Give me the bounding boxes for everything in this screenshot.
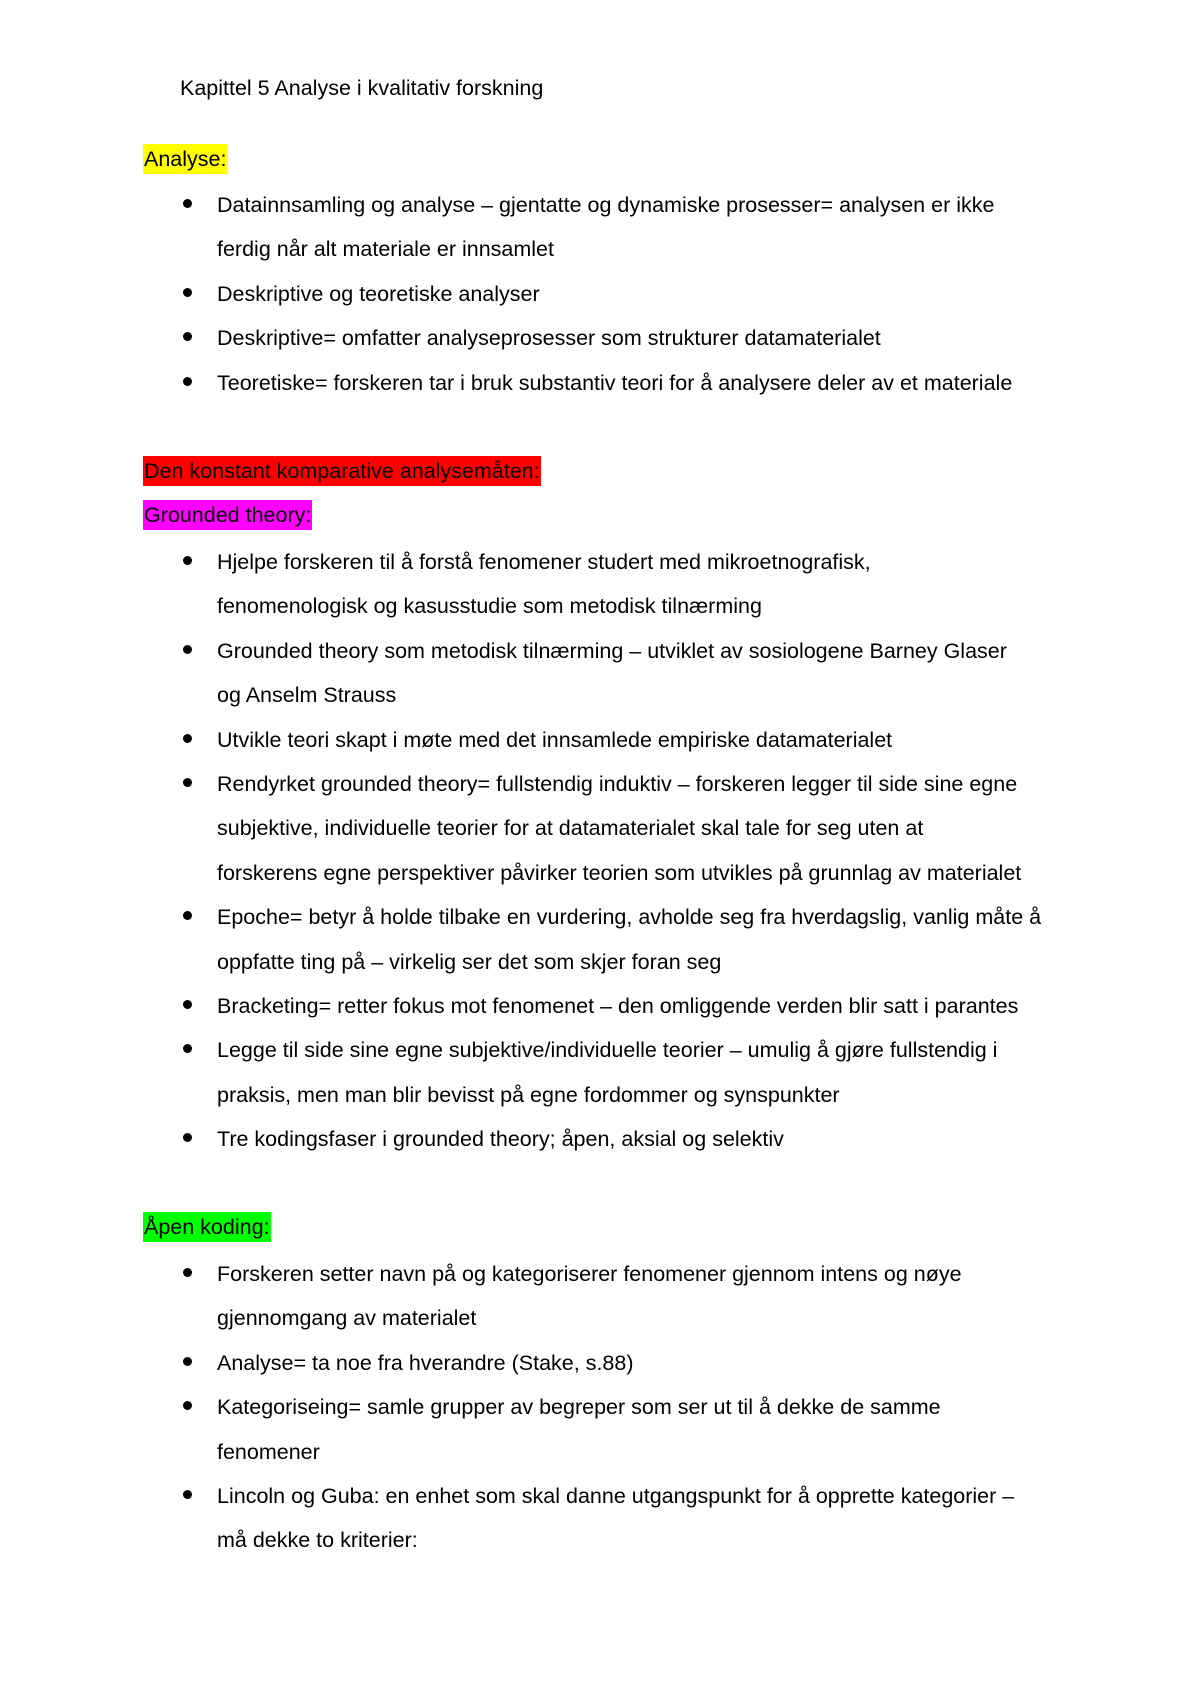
list-item (180, 316, 1080, 360)
list-item (180, 272, 1080, 316)
bullet-icon (183, 288, 192, 297)
bullet-icon (183, 1268, 192, 1277)
list-item-text: forskerens egne perspektiver påvirker teorien som utvikles på grunnlag av materialet (217, 860, 1022, 885)
list-item-text: og Anselm Strauss (217, 683, 397, 708)
list-item (180, 984, 1080, 1028)
list-item-text: subjektive, individuelle teorier for at datamaterialet skal tale for seg uten at (217, 816, 924, 841)
list-item-text: Hjelpe forskeren til å forstå fenomener studert med mikroetnografisk, (217, 550, 871, 574)
list-item-text: Tre kodingsfaser i grounded theory; åpen, aksial og selektiv (217, 1127, 784, 1152)
bullet-icon (183, 1000, 192, 1009)
heading-apen-koding: Åpen koding: (143, 1212, 271, 1242)
list-item-text: Deskriptive og teoretiske analyser (217, 281, 540, 306)
list-item (180, 183, 1080, 272)
list-item (180, 1474, 1080, 1563)
bullet-icon (183, 645, 192, 654)
bullet-icon (183, 1044, 192, 1053)
list-item (180, 895, 1080, 984)
list-item (180, 1028, 1080, 1117)
list-item-text: Forskeren setter navn på og kategoriserer fenomener gjennom intens og nøye (217, 1262, 962, 1286)
list-item-text: Epoche= betyr å holde tilbake en vurdering, avholde seg fra hverdagslig, vanlig måte å (217, 905, 1042, 930)
list-item (180, 718, 1080, 762)
list-item-text: fenomener (217, 1439, 320, 1464)
bullet-list-analyse (180, 183, 1080, 405)
list-item-text: fenomenologisk og kasusstudie som metodisk tilnærming (217, 594, 762, 619)
bullet-list-apen-koding (180, 1252, 1080, 1563)
bullet-list-grounded-theory (180, 540, 1080, 1162)
list-item-text: Datainnsamling og analyse – gjentatte og dynamiske prosesser= analysen er ikke (217, 193, 995, 217)
list-item-text: Utvikle teori skapt i møte med det innsamlede empiriske datamaterialet (217, 727, 893, 752)
list-item (180, 1117, 1080, 1161)
bullet-icon (183, 778, 192, 787)
list-item-text: må dekke to kriterier: (217, 1528, 418, 1553)
list-item (180, 361, 1080, 405)
list-item-text: gjennomgang av materialet (217, 1306, 477, 1331)
bullet-icon (183, 1357, 192, 1366)
list-item-text: oppfatte ting på – virkelig ser det som skjer foran seg (217, 949, 722, 974)
bullet-icon (183, 734, 192, 743)
list-item-text: Lincoln og Guba: en enhet som skal danne utgangspunkt for å opprette kategorier – (217, 1484, 1015, 1509)
list-item (180, 540, 1080, 629)
bullet-icon (183, 332, 192, 341)
bullet-icon (183, 1133, 192, 1142)
heading-analyse: Analyse: (143, 144, 227, 174)
list-item-text: Bracketing= retter fokus mot fenomenet – den omliggende verden blir satt i parantes (217, 994, 1019, 1019)
list-item-text: ferdig når alt materiale er innsamlet (217, 237, 554, 262)
list-item-text: Legge til side sine egne subjektive/individuelle teorier – umulig å gjøre fullstendig i (217, 1038, 998, 1063)
list-item (180, 1385, 1080, 1474)
document-title: Kapittel 5 Analyse i kvalitativ forskning (180, 76, 544, 100)
bullet-icon (183, 556, 192, 565)
bullet-icon (183, 199, 192, 208)
list-item-text: Rendyrket grounded theory= fullstendig induktiv – forskeren legger til side sine egne (217, 772, 1018, 797)
list-item-text: Grounded theory som metodisk tilnærming – utviklet av sosiologene Barney Glaser (217, 638, 1007, 663)
bullet-icon (183, 911, 192, 920)
list-item (180, 1252, 1080, 1341)
bullet-icon (183, 377, 192, 386)
list-item (180, 629, 1080, 718)
bullet-icon (183, 1401, 192, 1410)
list-item-text: Teoretiske= forskeren tar i bruk substantiv teori for å analysere deler av et materiale (217, 370, 1013, 395)
heading-grounded-theory: Grounded theory: (143, 500, 312, 530)
list-item (180, 762, 1080, 895)
list-item-text: Deskriptive= omfatter analyseprosesser som strukturer datamaterialet (217, 326, 881, 351)
list-item-text: Kategoriseing= samle grupper av begreper som ser ut til å dekke de samme (217, 1395, 941, 1420)
heading-konstant-komparativ: Den konstant komparative analysemåten: (143, 456, 541, 486)
list-item-text: praksis, men man blir bevisst på egne fordommer og synspunkter (217, 1082, 840, 1107)
bullet-icon (183, 1490, 192, 1499)
list-item-text: Analyse= ta noe fra hverandre (Stake, s.88) (217, 1350, 634, 1375)
list-item (180, 1341, 1080, 1385)
